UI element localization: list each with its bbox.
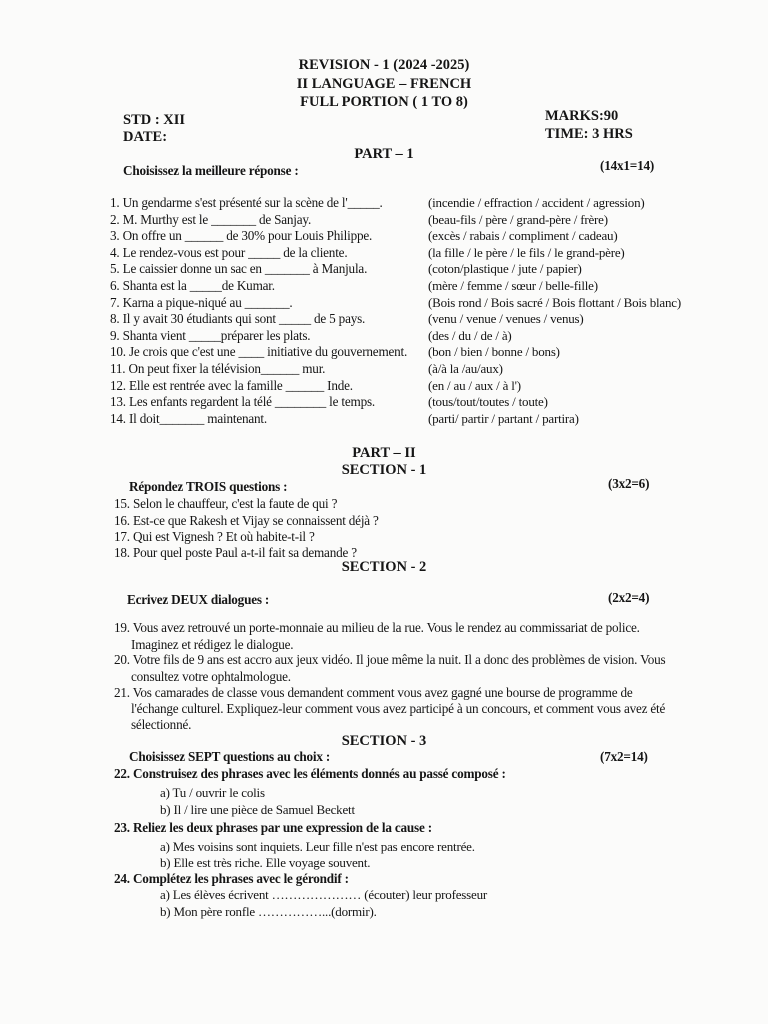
question-text: 8. Il y avait 30 étudiants qui sont _____ de 5 pays. <box>110 311 366 327</box>
date-label: DATE: <box>123 129 168 145</box>
answer-options: (incendie / effraction / accident / agression) <box>428 195 645 210</box>
answer-options: (beau-fils / père / grand-père / frère) <box>428 211 608 227</box>
part1-question-row <box>110 361 710 379</box>
part1-question-row <box>110 344 710 362</box>
answer-options: (coton/plastique / jute / papier) <box>428 261 582 277</box>
section1-instruction: Répondez TROIS questions : <box>129 479 288 494</box>
part1-question-row <box>110 328 710 346</box>
part2-title: PART – II <box>352 445 416 461</box>
question-text: 9. Shanta vient _____préparer les plats. <box>110 327 311 343</box>
question-23: 23. Reliez les deux phrases par une expression de la cause : <box>114 820 432 835</box>
question-19-line2: Imaginez et rédigez le dialogue. <box>131 637 294 652</box>
question-22a: a) Tu / ouvrir le colis <box>160 785 265 800</box>
question-17: 17. Qui est Vignesh ? Et où habite-t-il ? <box>114 529 315 544</box>
section2-marks: (2x2=4) <box>608 590 650 605</box>
section1-title: SECTION - 1 <box>341 462 427 478</box>
question-24a: a) Les élèves écrivent ………………… (écouter) leur professeur <box>160 887 488 902</box>
question-text: 5. Le caissier donne un sac en _______ à Manjula. <box>110 261 368 277</box>
part1-title: PART – 1 <box>354 146 414 162</box>
answer-options: (Bois rond / Bois sacré / Bois flottant / Bois blanc) <box>428 294 681 310</box>
section2-instruction: Ecrivez DEUX dialogues : <box>127 592 270 607</box>
question-23b: b) Elle est très riche. Elle voyage souvent. <box>160 855 371 870</box>
part1-question-row <box>110 278 710 296</box>
part1-question-row <box>110 394 710 412</box>
question-text: 12. Elle est rentrée avec la famille ______ Inde. <box>110 377 353 393</box>
question-24b: b) Mon père ronfle ……………...(dormir). <box>160 904 377 919</box>
question-16: 16. Est-ce que Rakesh et Vijay se connaissent déjà ? <box>114 513 379 528</box>
question-20-line1: 20. Votre fils de 9 ans est accro aux jeux vidéo. Il joue même la nuit. Il a donc des problèmes de vision. Vous <box>114 652 666 667</box>
part1-question-row <box>110 311 710 329</box>
marks-label: MARKS:90 <box>545 108 619 124</box>
question-21-line1: 21. Vos camarades de classe vous demandent comment vous avez gagné une bourse de programme de <box>114 685 633 700</box>
part1-question-row <box>110 245 710 263</box>
part1-marks: (14x1=14) <box>600 158 655 173</box>
question-15: 15. Selon le chauffeur, c'est la faute de qui ? <box>114 496 338 511</box>
question-21-line3: sélectionné. <box>131 717 192 732</box>
std-label: STD : XII <box>123 112 186 128</box>
section1-marks: (3x2=6) <box>608 476 650 491</box>
header-language: II LANGUAGE – FRENCH <box>296 76 472 92</box>
question-23a: a) Mes voisins sont inquiets. Leur fille n'est pas encore rentrée. <box>160 839 475 854</box>
answer-options: (à/à la /au/aux) <box>428 361 503 376</box>
question-text: 13. Les enfants regardent la télé ________ le temps. <box>110 394 375 410</box>
question-text: 4. Le rendez-vous est pour _____ de la cliente. <box>110 244 348 260</box>
question-text: 10. Je crois que c'est une ____ initiative du gouvernement. <box>110 344 408 360</box>
header-revision: REVISION - 1 (2024 -2025) <box>298 57 470 73</box>
question-22: 22. Construisez des phrases avec les éléments donnés au passé composé : <box>114 766 506 781</box>
question-24: 24. Complétez les phrases avec le gérondif : <box>114 871 349 886</box>
answer-options: (excès / rabais / compliment / cadeau) <box>428 228 618 244</box>
question-text: 2. M. Murthy est le _______ de Sanjay. <box>110 211 312 227</box>
part1-instruction: Choisissez la meilleure réponse : <box>123 163 299 178</box>
question-text: 14. Il doit_______ maintenant. <box>110 410 267 426</box>
part1-question-row <box>110 261 710 279</box>
question-20-line2: consultez votre ophtalmologue. <box>131 669 291 684</box>
section3-instruction: Choisissez SEPT questions au choix : <box>129 749 331 764</box>
part1-question-row <box>110 378 710 396</box>
answer-options: (la fille / le père / le fils / le grand-père) <box>428 244 625 260</box>
answer-options: (mère / femme / sœur / belle-fille) <box>428 278 598 293</box>
part1-question-row <box>110 212 710 230</box>
answer-options: (tous/tout/toutes / toute) <box>428 394 548 410</box>
question-18: 18. Pour quel poste Paul a-t-il fait sa demande ? <box>114 545 357 560</box>
question-text: 11. On peut fixer la télévision______ mur. <box>110 361 326 376</box>
answer-options: (en / au / aux / à l') <box>428 377 521 393</box>
section3-marks: (7x2=14) <box>600 749 648 764</box>
question-21-line2: l'échange culturel. Expliquez-leur comment vous avez participé à un concours, et comment vous avez été <box>131 701 666 716</box>
answer-options: (venu / venue / venues / venus) <box>428 311 584 327</box>
answer-options: (des / du / de / à) <box>428 327 512 343</box>
question-text: 1. Un gendarme s'est présenté sur la scène de l'_____. <box>110 195 383 210</box>
question-text: 6. Shanta est la _____de Kumar. <box>110 278 275 293</box>
part1-question-row <box>110 195 710 213</box>
question-19-line1: 19. Vous avez retrouvé un porte-monnaie au milieu de la rue. Vous le rendez au commissariat de police. <box>114 620 640 635</box>
question-text: 3. On offre un ______ de 30% pour Louis Philippe. <box>110 228 373 244</box>
question-22b: b) Il / lire une pièce de Samuel Beckett <box>160 802 355 817</box>
part1-question-row <box>110 228 710 246</box>
section2-title: SECTION - 2 <box>341 559 427 575</box>
answer-options: (parti/ partir / partant / partira) <box>428 410 579 426</box>
question-text: 7. Karna a pique-niqué au _______. <box>110 294 293 310</box>
header-portion: FULL PORTION ( 1 TO 8) <box>300 94 468 110</box>
part1-question-row <box>110 295 710 313</box>
section3-title: SECTION - 3 <box>341 733 427 749</box>
time-label: TIME: 3 HRS <box>545 126 633 142</box>
part1-question-row <box>110 411 710 429</box>
answer-options: (bon / bien / bonne / bons) <box>428 344 560 360</box>
